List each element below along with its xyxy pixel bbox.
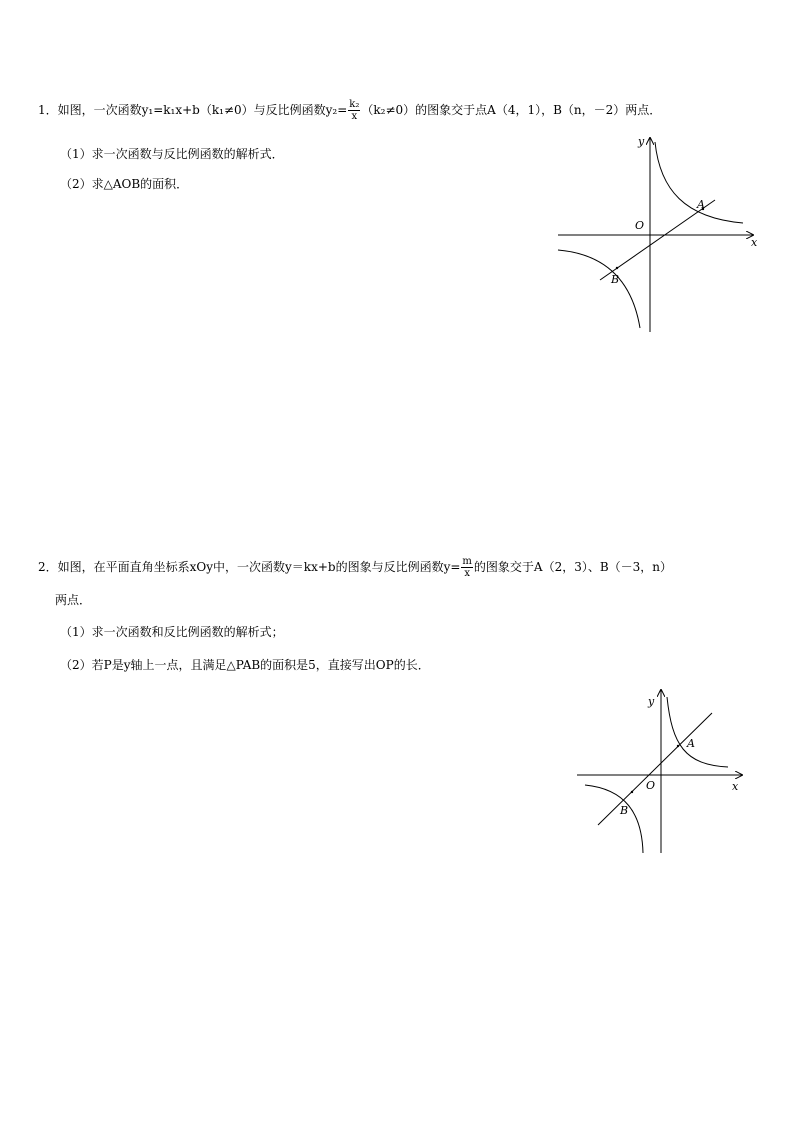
q1-label-x: x — [751, 236, 758, 249]
q2-label-b: B — [620, 804, 629, 817]
q2-point-a — [677, 745, 679, 747]
q2-stem-end: 的图象交于A（2，3）、B（－3，n） — [473, 560, 673, 574]
q1-part1: （1）求一次函数与反比例函数的解析式． — [60, 147, 284, 161]
q1-label-o: O — [635, 219, 645, 232]
q1-label-b: B — [611, 273, 620, 286]
q2-label-y: y — [648, 695, 655, 708]
q1-point-b — [616, 267, 618, 269]
q2-label-o: O — [646, 779, 656, 792]
q1-label-y: y — [638, 135, 645, 148]
q1-stem-start: 1．如图，一次函数y₁=k₁x+b（k₁≠0）与反比例函数y₂= — [38, 103, 348, 117]
q1-hyperbola-left — [558, 250, 640, 328]
q2-hyperbola-left — [585, 785, 643, 853]
q2-fraction — [461, 556, 472, 579]
q2-hyperbola-right — [667, 697, 728, 767]
q1-fraction-denominator: x — [351, 111, 358, 122]
q2-fraction-numerator: m — [462, 556, 472, 567]
q1-part2: （2）求△AOB的面积． — [60, 177, 189, 191]
q2-part1: （1）求一次函数和反比例函数的解析式； — [60, 625, 284, 639]
q2-part2: （2）若P是y轴上一点，且满足△PAB的面积是5，直接写出OP的长． — [60, 658, 430, 672]
q1-fraction-numerator: k₂ — [349, 99, 360, 110]
q1-stem-end: （k₂≠0）的图象交于点A（4，1），B（n，－2）两点． — [361, 103, 662, 117]
q2-stem — [38, 556, 672, 579]
q1-figure — [550, 130, 765, 340]
q2-point-b — [631, 791, 633, 793]
q2-stem-line2: 两点． — [55, 593, 92, 607]
q2-line — [598, 713, 712, 825]
q1-fraction — [348, 99, 360, 122]
q2-label-x: x — [732, 780, 739, 793]
q1-stem — [38, 99, 661, 122]
q2-fraction-denominator: x — [464, 568, 470, 579]
q2-stem-start: 2．如图，在平面直角坐标系xOy中，一次函数y＝kx+b的图象与反比例函数y= — [38, 560, 461, 574]
q2-label-a: A — [687, 737, 695, 750]
q2-figure — [570, 685, 750, 860]
q1-label-a: A — [697, 198, 705, 211]
